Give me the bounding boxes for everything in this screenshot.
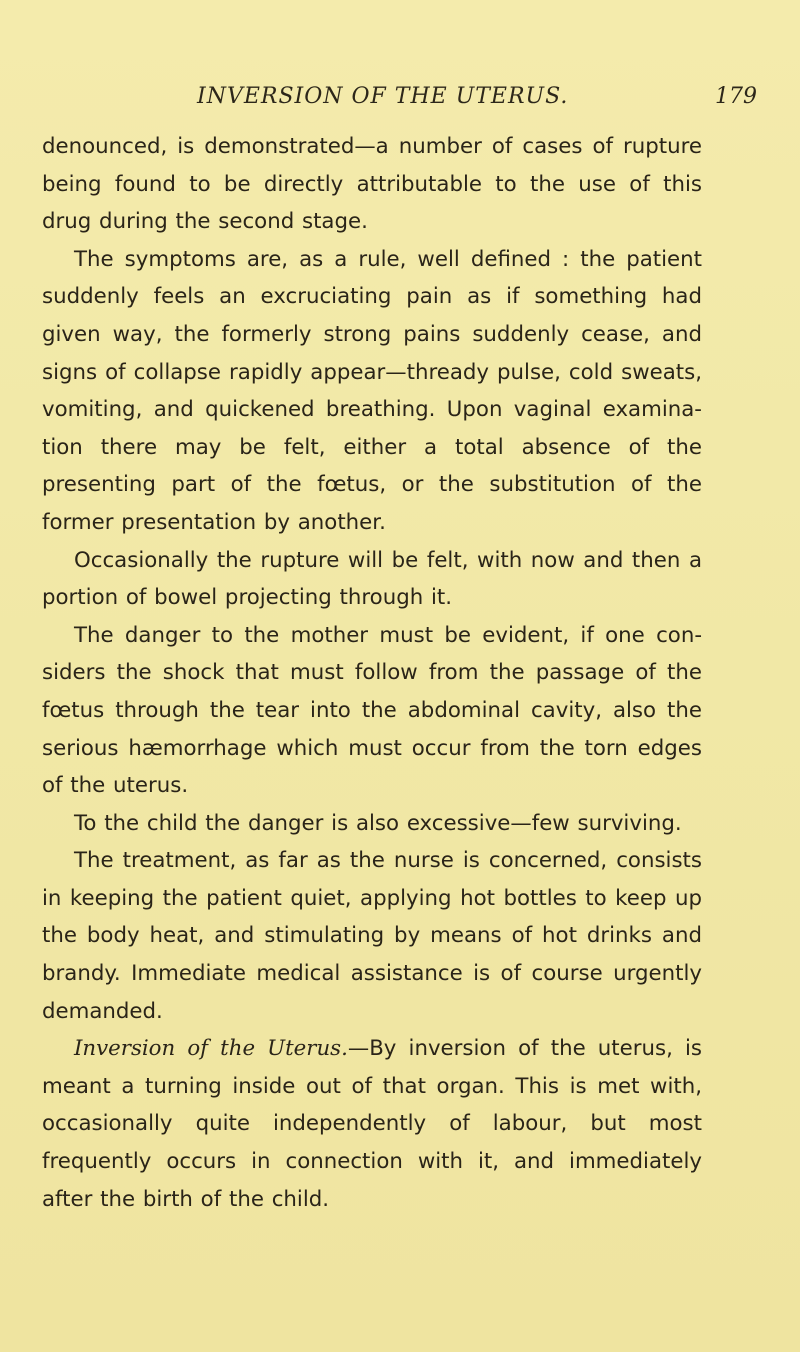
running-title: INVERSION OF THE UTERUS. <box>197 84 569 109</box>
paragraph-6: The treatment, as far as the nurse is concerned, consists in keeping the patient quiet, applying hot bottles to keep up the body heat, and stimulating by means of hot drinks and brandy. Immediate medical assistance is of course urgently demanded. <box>42 848 702 1024</box>
paragraph-2: The symptoms are, as a rule, well defined : the patient suddenly feels an excruciating pain as if something had given way, the formerly strong pains suddenly cease, and signs of collapse rapidly appear—thready pulse, cold sweats, vomiting, and quickened breathing. Upon vaginal examina- tion there may be felt, either a total absence of the presenting part of the fœtus, or the substitution of the former presentation by another. <box>42 246 702 535</box>
paragraph-4: The danger to the mother must be evident, if one con- siders the shock that must follow from the passage of the fœtus through the tear into the abdominal cavity, also the serious hæmorrhage which must occur from the torn edges of the uterus. <box>42 622 702 799</box>
paragraph-5: To the child the danger is also excessive—few surviving. <box>74 810 682 836</box>
paragraph-7 <box>42 1030 702 1218</box>
paragraph-3: Occasionally the rupture will be felt, with now and then a portion of bowel projecting through it. <box>42 547 702 611</box>
body-text <box>42 128 702 1218</box>
paragraph-1: denounced, is demonstrated—a number of cases of rupture being found to be directly attributable to the use of this drug during the second stage. <box>42 134 702 235</box>
section-heading: Inversion of the Uterus. <box>74 1036 348 1062</box>
paragraph-7-text: —By inversion of the uterus, is meant a turning inside out of that organ. This is met with, occasionally quite independently of labour, but most frequently occurs in connection with it, and immediately after the birth of the child. <box>42 1036 702 1212</box>
page-number: 179 <box>715 84 757 109</box>
page-header <box>40 84 760 124</box>
